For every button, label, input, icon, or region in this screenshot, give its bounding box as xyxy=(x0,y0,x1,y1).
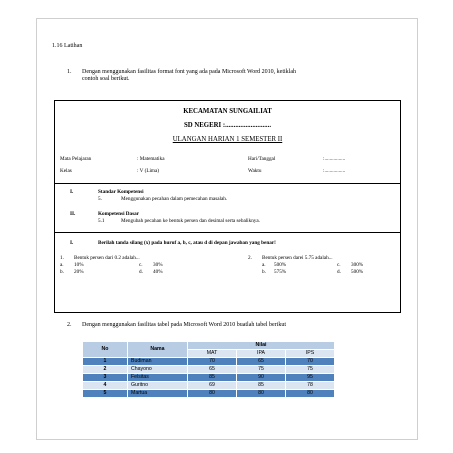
row-nama: Felsitas xyxy=(128,374,188,382)
header-nilai: Nilai xyxy=(188,342,335,350)
q1-line1: Dengan menggunakan fasilitas format font yang ada pada Microsoft Word 2010, ketiklah xyxy=(82,69,297,75)
option-value: 500% xyxy=(274,262,287,268)
mapel-value: : Matematika xyxy=(137,156,165,162)
row-ipa: 75 xyxy=(237,366,286,374)
hari-value: :................ xyxy=(323,156,346,162)
row-no: 4 xyxy=(83,382,128,390)
option-value: 20% xyxy=(74,269,84,275)
header-subject: MAT xyxy=(188,350,237,358)
kompetensi-item-text: Mengubah pecahan ke bentuk persen dan desimal serta sebaliknya. xyxy=(121,218,261,224)
q2-text: Dengan menggunakan fasilitas tabel pada Microsoft Word 2010 buatlah tabel berikut xyxy=(82,322,287,328)
divider-1 xyxy=(55,183,400,184)
option-letter: d. xyxy=(337,269,341,275)
kompetensi-title: Kompetensi Dasar xyxy=(98,211,140,217)
option-value: 10% xyxy=(74,262,84,268)
standar-num: I. xyxy=(70,189,74,195)
row-nama: Guritno xyxy=(128,382,188,390)
table-row xyxy=(83,374,335,382)
sekolah-heading: SD NEGERI :........................... xyxy=(183,122,272,129)
instruksi-num: I. xyxy=(70,240,74,246)
row-mat: 69 xyxy=(188,382,237,390)
row-mat: 80 xyxy=(188,390,237,398)
row-nama: Martua xyxy=(128,390,188,398)
divider-2 xyxy=(55,232,400,233)
q1-line2: contoh soal berikut. xyxy=(82,76,130,82)
hari-label: Hari/Tanggal xyxy=(248,156,276,162)
ulangan-heading: ULANGAN HARIAN 1 SEMESTER II xyxy=(172,136,283,143)
waktu-label: Waktu xyxy=(248,168,262,174)
option-letter: c. xyxy=(337,262,341,268)
row-ips: 75 xyxy=(286,366,335,374)
row-ipa: 85 xyxy=(237,382,286,390)
option-letter: d. xyxy=(139,269,143,275)
row-ips: 70 xyxy=(286,358,335,366)
row-ips: 78 xyxy=(286,382,335,390)
option-value: 300% xyxy=(351,262,364,268)
kecamatan-heading: KECAMATAN SUNGAILIAT xyxy=(183,108,272,115)
kelas-label: Kelas xyxy=(60,168,72,174)
nilai-table xyxy=(82,341,335,398)
table-row xyxy=(83,366,335,374)
option-letter: b. xyxy=(262,269,266,275)
row-mat: 70 xyxy=(188,358,237,366)
q1-number: 1. xyxy=(67,69,72,75)
row-no: 5 xyxy=(83,390,128,398)
row-no: 2 xyxy=(83,366,128,374)
standar-title: Standar Kompetensi xyxy=(98,189,144,195)
q2-number: 2. xyxy=(67,322,72,328)
row-nama: Budiman xyxy=(128,358,188,366)
table-row xyxy=(83,390,335,398)
row-ips: 95 xyxy=(286,374,335,382)
option-letter: a. xyxy=(262,262,266,268)
option-value: 500% xyxy=(351,269,364,275)
option-letter: c. xyxy=(139,262,143,268)
row-ips: 80 xyxy=(286,390,335,398)
table-header-row xyxy=(83,342,335,350)
exam-box xyxy=(54,100,401,313)
soal-text: Bentuk persen dari 0.2 adalah... xyxy=(74,255,140,261)
section-title: 1.16 Latihan xyxy=(52,43,83,49)
document-page xyxy=(36,18,418,440)
soal-num: 1. xyxy=(60,255,64,261)
row-ipa: 80 xyxy=(237,390,286,398)
table-row xyxy=(83,382,335,390)
mapel-label: Mata Pelajaran xyxy=(60,156,92,162)
row-mat: 85 xyxy=(188,374,237,382)
table-row xyxy=(83,358,335,366)
header-no: No xyxy=(83,342,128,358)
row-nama: Chayono xyxy=(128,366,188,374)
soal-num: 2. xyxy=(248,255,252,261)
kelas-value: : V (Lima) xyxy=(137,168,159,174)
header-nama: Nama xyxy=(128,342,188,358)
instruksi-text: Berilah tanda silang (x) pada huruf a, b, c, atau d di depan jawaban yang benar! xyxy=(98,240,276,246)
soal-text: Bentuk persen darei 5.75 adalah... xyxy=(262,255,333,261)
option-value: 575% xyxy=(274,269,287,275)
option-letter: b. xyxy=(60,269,64,275)
option-value: 40% xyxy=(153,269,163,275)
row-no: 1 xyxy=(83,358,128,366)
kompetensi-item-num: 5.1 xyxy=(98,218,105,224)
row-ipa: 65 xyxy=(237,358,286,366)
kompetensi-num: II. xyxy=(70,211,76,217)
standar-item-num: 5. xyxy=(98,196,102,202)
row-mat: 65 xyxy=(188,366,237,374)
header-subject: IPS xyxy=(286,350,335,358)
row-no: 3 xyxy=(83,374,128,382)
row-ipa: 90 xyxy=(237,374,286,382)
waktu-value: :................ xyxy=(323,168,346,174)
standar-item-text: Menggunakan pecahan dalam pemecahan masalah. xyxy=(121,196,228,202)
option-letter: a. xyxy=(60,262,64,268)
header-subject: IPA xyxy=(237,350,286,358)
option-value: 30% xyxy=(153,262,163,268)
